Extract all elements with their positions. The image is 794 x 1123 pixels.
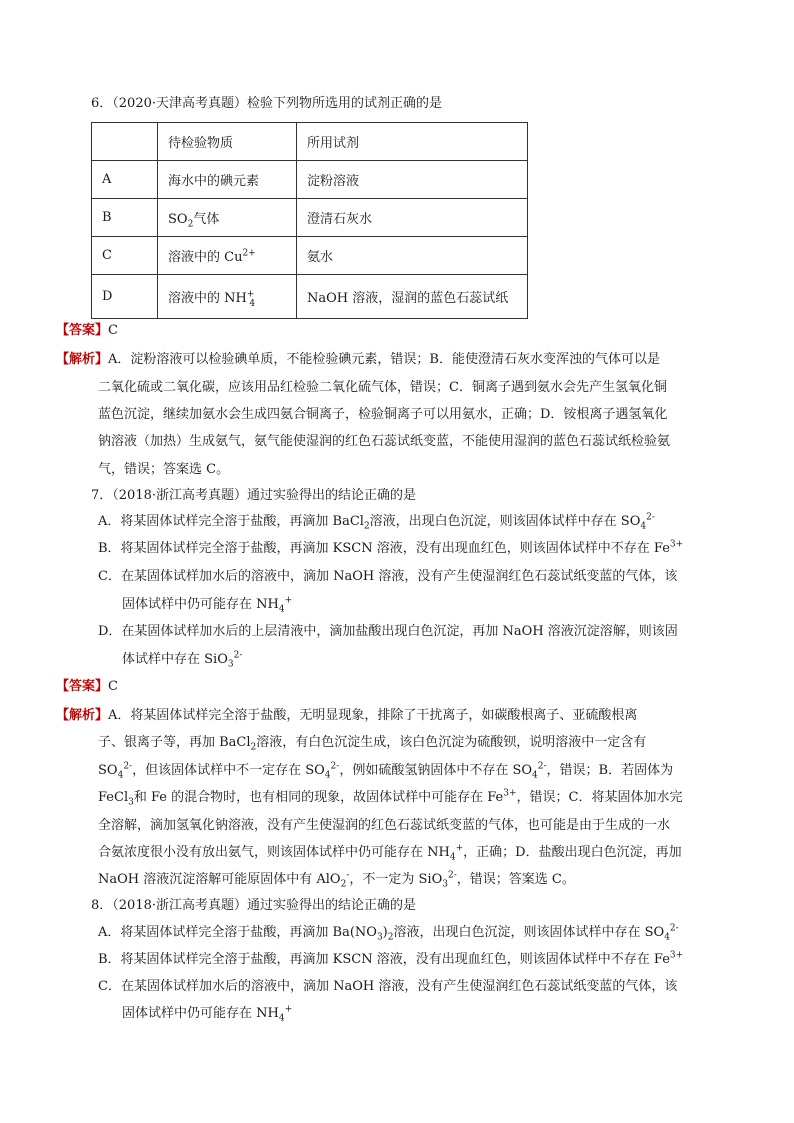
row-reagent: 淀粉溶液 — [297, 161, 528, 199]
table-header-row — [92, 123, 528, 161]
row-substance: $SO_2$气体 — [158, 199, 297, 237]
row-label: C — [92, 237, 158, 275]
question-7-stem: 7．（2018·浙江高考真题）通过实验得出的结论正确的是 — [91, 488, 416, 503]
q7-option-a: A．将某固体试样完全溶于盐酸，再滴加 BaCl$_2$溶液，出现白色沉淀，则该固体试样中存在 $SO_4^{2-}$ — [98, 512, 655, 532]
row-label: D — [92, 275, 158, 319]
question-6-stem: 6．（2020·天津高考真题）检验下列物所选用的试剂正确的是 — [91, 96, 443, 111]
row-label: B — [92, 199, 158, 237]
row-substance: 溶液中的 $NH^+_4$ — [158, 275, 297, 319]
row-label: A — [92, 161, 158, 199]
q7-analysis-line: $SO_4^{2-}$，但该固体试样中不一定存在 $SO_4^{2-}$，例如硫酸氢钠固体中不存在 $SO_4^{2-}$，错误；B．若固体为 — [98, 761, 674, 781]
q6-analysis-line: 二氧化硫或二氧化碳，应该用品红检验二氧化硫气体，错误；C．铜离子遇到氨水会先产生氢氧化铜 — [98, 380, 667, 395]
q8-option-c: C．在某固体试样加水后的溶液中，滴加 NaOH 溶液，没有产生使湿润红色石蕊试纸变蓝的气体，该 — [98, 979, 678, 994]
q7-analysis-line: 子、银离子等，再加 BaCl$_2$溶液，有白色沉淀生成，该白色沉淀为硫酸钡，说明溶液中一定含有 — [98, 735, 647, 753]
row-reagent: 氨水 — [297, 237, 528, 275]
q7-option-b: B．将某固体试样完全溶于盐酸，再滴加 KSCN 溶液，没有出现血红色，则该固体试样中不存在 $Fe^{3+}$ — [98, 539, 684, 556]
reagent-table — [91, 122, 528, 319]
q7-analysis-line: 全溶解，滴加氢氧化钠溶液，没有产生使湿润的红色石蕊试纸变蓝的气体，也可能是由于生成的一水 — [98, 818, 671, 833]
q6-analysis-line: 钠溶液（加热）生成氨气，氨气能使湿润的红色石蕊试纸变蓝，不能使用湿润的蓝色石蕊试纸检验氨 — [98, 434, 671, 449]
row-reagent: 澄清石灰水 — [297, 199, 528, 237]
q8-option-a: A．将某固体试样完全溶于盐酸，再滴加 $Ba(NO_3)_2$溶液，出现白色沉淀，则该固体试样中存在 $SO_4^{2-}$ — [98, 923, 679, 943]
table-row — [92, 237, 528, 275]
q7-analysis-line: NaOH 溶液沉淀溶解可能原固体中有 AlO$_2$-，不一定为 SiO$_3^{2-}$，错误；答案选 C。 — [98, 870, 575, 890]
q6-analysis-line: 【解析】A．淀粉溶液可以检验碘单质，不能检验碘元素，错误；B．能使澄清石灰水变浑浊的气体可以是 — [56, 352, 660, 367]
q8-option-b: B．将某固体试样完全溶于盐酸，再滴加 KSCN 溶液，没有出现血红色，则该固体试样中不存在 $Fe^{3+}$ — [98, 950, 684, 967]
q8-option-c-cont: 固体试样中仍可能存在 $NH_4^+$ — [122, 1004, 293, 1024]
row-reagent: NaOH 溶液，湿润的蓝色石蕊试纸 — [297, 275, 528, 319]
q7-analysis-line: 【解析】A．将某固体试样完全溶于盐酸，无明显现象，排除了干扰离子，如碳酸根离子、亚硫酸根离 — [56, 708, 638, 723]
table-row — [92, 275, 528, 319]
q7-option-d: D．在某固体试样加水后的上层清液中，滴加盐酸出现白色沉淀，再加 NaOH 溶液沉淀溶解，则该固 — [98, 624, 678, 639]
table-header-substance: 待检验物质 — [158, 123, 297, 161]
row-substance: 海水中的碘元素 — [158, 161, 297, 199]
q7-answer: 【答案】C — [56, 679, 118, 694]
q6-analysis-line: 蓝色沉淀，继续加氨水会生成四氨合铜离子，检验铜离子可以用氨水，正确；D．铵根离子遇氢氧化 — [98, 407, 668, 422]
q7-option-c-cont: 固体试样中仍可能存在 $NH_4^+$ — [122, 595, 293, 615]
q7-option-c: C．在某固体试样加水后的溶液中，滴加 NaOH 溶液，没有产生使湿润红色石蕊试纸变蓝的气体，该 — [98, 569, 678, 584]
question-8-stem: 8．（2018·浙江高考真题）通过实验得出的结论正确的是 — [91, 898, 416, 913]
q7-option-d-cont: 体试样中存在 SiO$_3^{2-}$ — [122, 650, 243, 670]
table-row — [92, 199, 528, 237]
q6-answer: 【答案】C — [56, 323, 118, 338]
q7-analysis-line: 合氨浓度很小没有放出氨气，则该固体试样中仍可能存在 $NH_4^+$，正确；D．盐酸出现白色沉淀，再加 — [98, 843, 682, 863]
q6-analysis-line: 气，错误；答案选 C。 — [98, 462, 230, 477]
table-header-reagent: 所用试剂 — [297, 123, 528, 161]
table-row — [92, 161, 528, 199]
table-cell — [92, 123, 158, 161]
q7-analysis-line: FeCl$_3$和 Fe 的混合物时，也有相同的现象，故固体试样中可能存在 $Fe^{3+}$，错误；C．将某固体加水完 — [98, 788, 683, 808]
row-substance: 溶液中的 $Cu^{2+}$ — [158, 237, 297, 275]
